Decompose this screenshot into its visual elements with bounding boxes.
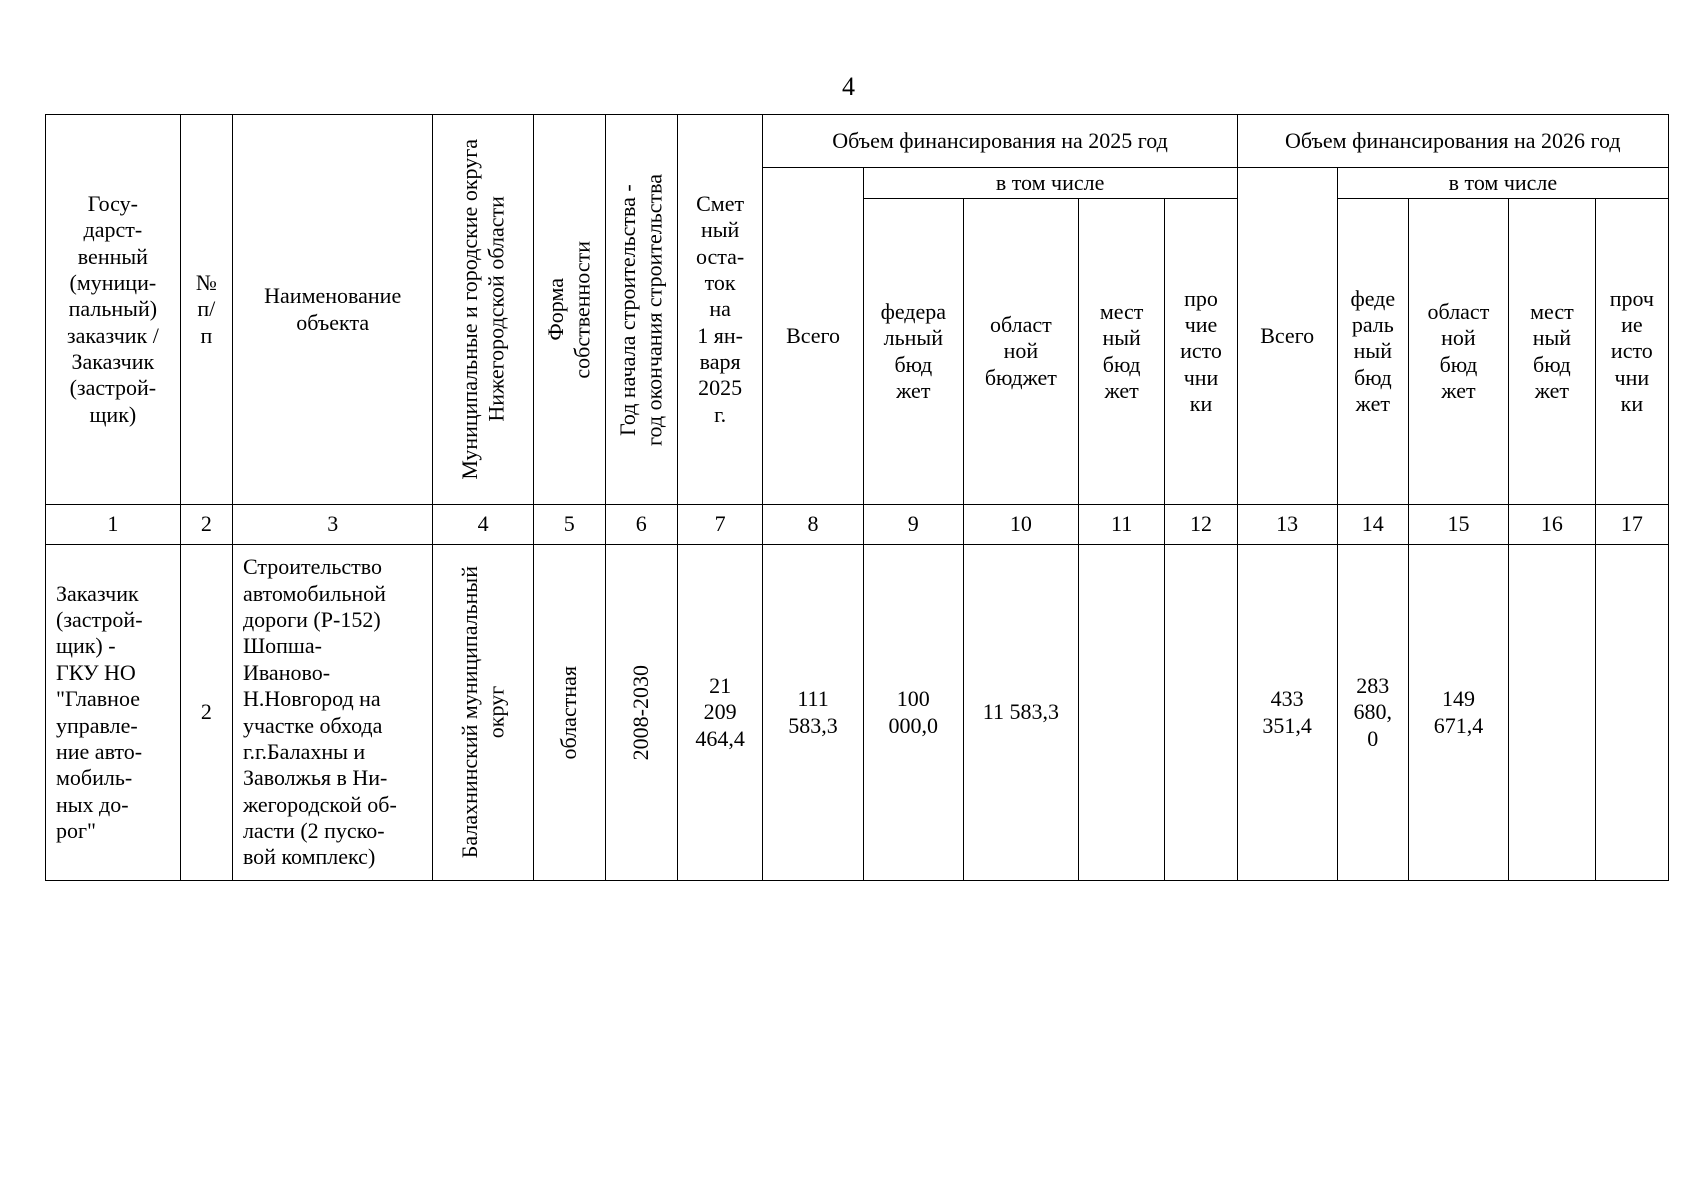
header-customer: Госу- дарст- венный (муници- пальный) заказчик / Заказчик (застрой- щик) <box>46 115 181 505</box>
header-federal-2025: федера льный бюд жет <box>863 199 963 505</box>
header-object-name: Наименование объекта <box>232 115 433 505</box>
header-local-2025: мест ный бюд жет <box>1078 199 1165 505</box>
cell-ownership <box>533 545 605 881</box>
cell-years-text: 2008-2030 <box>628 664 654 761</box>
header-total-2025: Всего <box>763 168 863 505</box>
header-regional-2026: област ной бюд жет <box>1408 199 1508 505</box>
column-number: 1 <box>46 505 181 545</box>
header-years-text: Год начала строительства - год окончания строительства <box>614 173 667 446</box>
cell-object-name: Строительство автомобильной дороги (Р-152) Шопша- Иваново- Н.Новгород на участке обхода г.г.Балахны и Заволжья в Ни- жегородской об- ласти (2 пуско- вой комплекс) <box>232 545 433 881</box>
header-years <box>605 115 677 505</box>
cell-estimate: 21 209 464,4 <box>677 545 763 881</box>
cell-district-text: Балахнинский муниципальный округ <box>456 566 509 859</box>
column-number: 15 <box>1408 505 1508 545</box>
header-including-2026: в том числе <box>1337 168 1668 199</box>
header-total-2026: Всего <box>1237 168 1337 505</box>
column-number: 12 <box>1165 505 1237 545</box>
cell-federal-2026: 283 680, 0 <box>1337 545 1408 881</box>
column-number: 9 <box>863 505 963 545</box>
header-other-2026: проч ие исто чни ки <box>1595 199 1668 505</box>
cell-ownership-text: областная <box>556 665 582 760</box>
header-districts <box>433 115 533 505</box>
header-regional-2025: област ной бюджет <box>963 199 1078 505</box>
column-number: 2 <box>180 505 232 545</box>
header-num: № п/ п <box>180 115 232 505</box>
column-number: 4 <box>433 505 533 545</box>
column-number-row <box>46 505 1669 545</box>
cell-local-2026 <box>1509 545 1596 881</box>
column-number: 8 <box>763 505 863 545</box>
page-number: 4 <box>842 72 855 101</box>
financing-table <box>45 114 1669 881</box>
header-row-1 <box>46 115 1669 168</box>
header-ownership-text: Форма собственности <box>542 240 595 379</box>
cell-federal-2025: 100 000,0 <box>863 545 963 881</box>
cell-other-2026 <box>1595 545 1668 881</box>
column-number: 6 <box>605 505 677 545</box>
header-estimate: Смет ный оста- ток на 1 ян- варя 2025 г. <box>677 115 763 505</box>
cell-total-2025: 111 583,3 <box>763 545 863 881</box>
header-fin-2025: Объем финансирования на 2025 год <box>763 115 1237 168</box>
header-including-2025: в том числе <box>863 168 1237 199</box>
cell-regional-2025: 11 583,3 <box>963 545 1078 881</box>
cell-total-2026: 433 351,4 <box>1237 545 1337 881</box>
cell-regional-2026: 149 671,4 <box>1408 545 1508 881</box>
column-number: 10 <box>963 505 1078 545</box>
cell-local-2025 <box>1078 545 1165 881</box>
column-number: 7 <box>677 505 763 545</box>
header-districts-text: Муниципальные и городские округа Нижегородской области <box>456 139 509 480</box>
column-number: 16 <box>1509 505 1596 545</box>
header-federal-2026: феде раль ный бюд жет <box>1337 199 1408 505</box>
column-number: 11 <box>1078 505 1165 545</box>
cell-customer: Заказчик (застрой- щик) - ГКУ НО "Главное управле- ние авто- мобиль- ных до- рог" <box>46 545 181 881</box>
cell-num: 2 <box>180 545 232 881</box>
header-ownership <box>533 115 605 505</box>
column-number: 5 <box>533 505 605 545</box>
column-number: 13 <box>1237 505 1337 545</box>
column-number: 14 <box>1337 505 1408 545</box>
cell-years <box>605 545 677 881</box>
column-number: 17 <box>1595 505 1668 545</box>
cell-other-2025 <box>1165 545 1237 881</box>
header-fin-2026: Объем финансирования на 2026 год <box>1237 115 1668 168</box>
table-row <box>46 545 1669 881</box>
header-other-2025: про чие исто чни ки <box>1165 199 1237 505</box>
column-number: 3 <box>232 505 433 545</box>
cell-district <box>433 545 533 881</box>
header-local-2026: мест ный бюд жет <box>1509 199 1596 505</box>
